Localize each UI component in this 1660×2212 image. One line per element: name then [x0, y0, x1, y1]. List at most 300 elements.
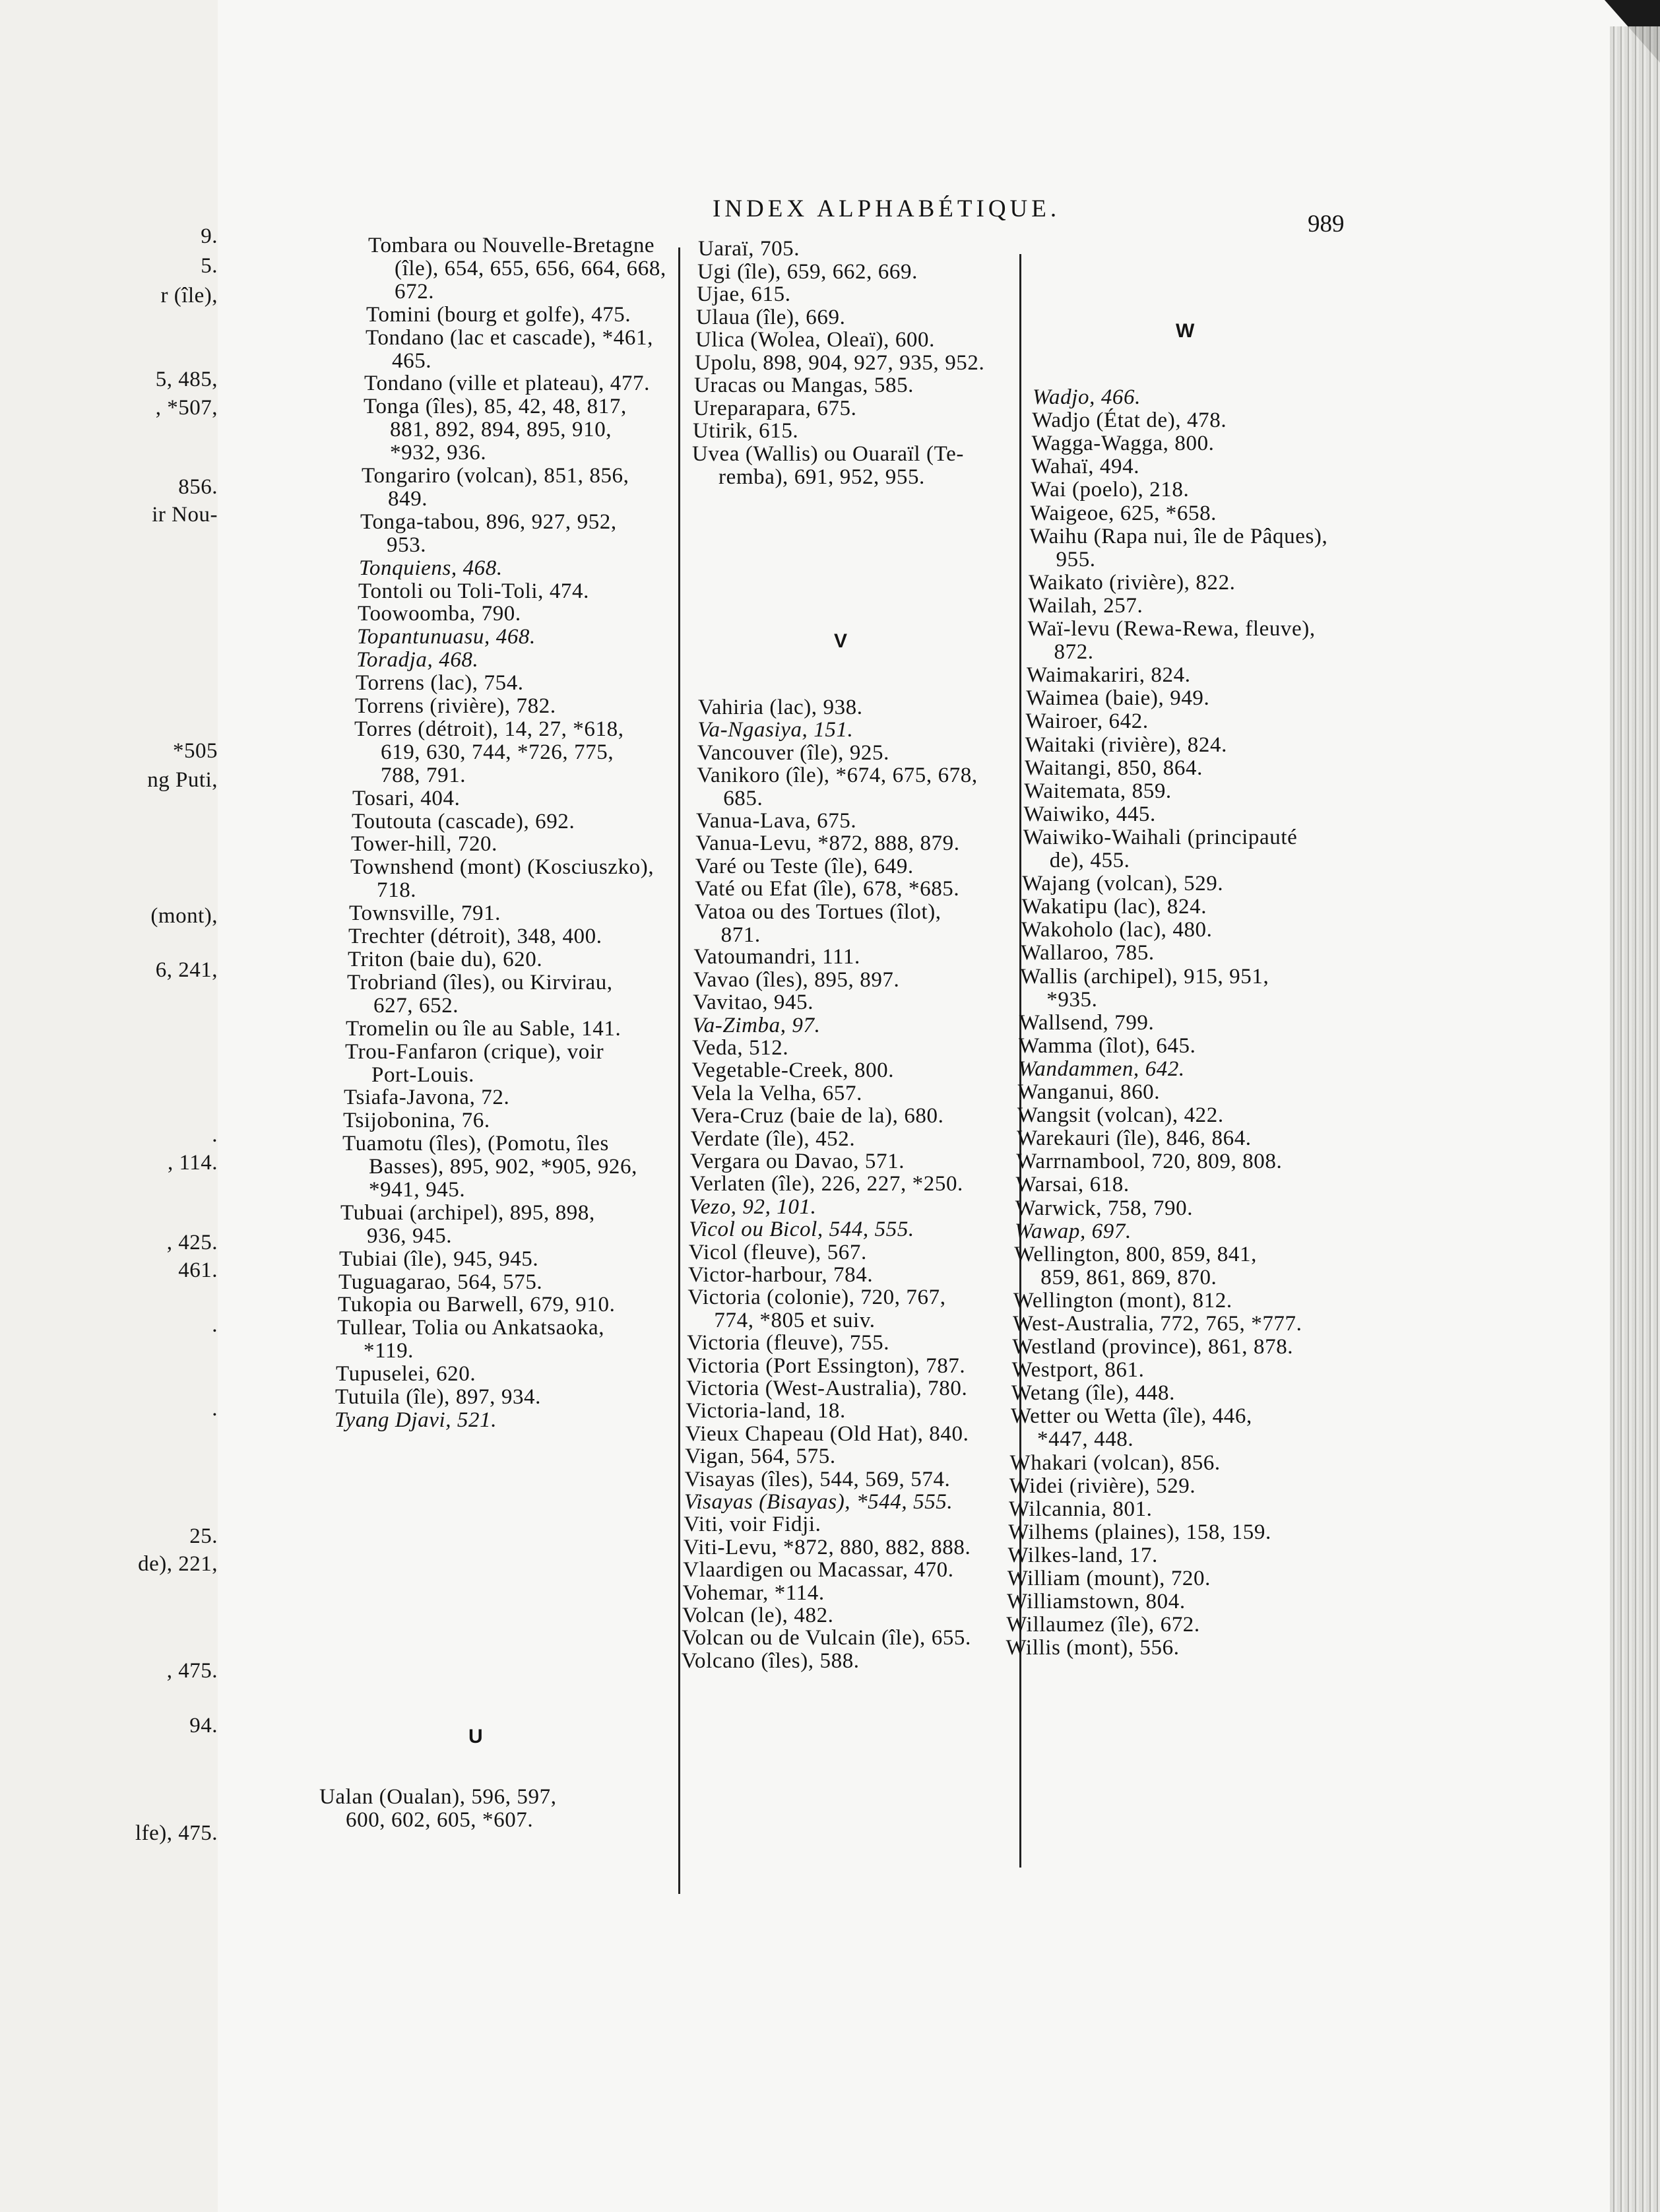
index-entry	[357, 626, 536, 649]
entry-headword-line: Tosari, 404.	[352, 786, 461, 810]
entry-headword-line: Visayas (Bisayas), *544, 555.	[684, 1490, 953, 1514]
index-entry	[1027, 664, 1191, 687]
facing-page-text: .	[212, 1123, 218, 1147]
index-entry	[364, 372, 650, 395]
entry-headword-line: Tromelin ou île au Sable, 141.	[346, 1016, 622, 1041]
entry-headword-line: Wamma (îlot), 645.	[1019, 1033, 1196, 1058]
entry-continuation-line: 600, 602, 605, *607.	[346, 1808, 534, 1832]
entry-headword-line: Waikato (rivière), 822.	[1029, 570, 1236, 595]
entry-headword-line: Waihu (Rapa nui, île de Pâques),	[1029, 524, 1328, 548]
index-entry	[1006, 1637, 1180, 1660]
entry-headword-line: Vohemar, *114.	[682, 1580, 825, 1605]
entry-headword-line: Tonquiens, 468.	[359, 556, 503, 580]
entry-headword-line: Wakatipu (lac), 824.	[1021, 895, 1207, 919]
entry-headword-line: Wilkes-land, 17.	[1007, 1544, 1158, 1567]
index-entry	[697, 719, 853, 742]
entry-headword-line: Wawap, 697.	[1015, 1219, 1132, 1243]
entry-headword-line: Townshend (mont) (Kosciuszko),	[350, 855, 654, 880]
index-entry	[1022, 872, 1223, 895]
entry-headword-line: Vera-Cruz (baie de la), 680.	[691, 1104, 944, 1128]
entry-continuation-line: de), 455.	[1049, 848, 1130, 872]
entry-headword-line: Victor-harbour, 784.	[688, 1263, 874, 1287]
entry-headword-line: Wallaroo, 785.	[1021, 941, 1155, 965]
index-entry	[1011, 1382, 1175, 1405]
entry-headword-line: Wagga-Wagga, 800.	[1031, 432, 1215, 456]
page-number: 989	[1308, 211, 1345, 238]
index-entry	[689, 1173, 963, 1196]
entry-continuation-line: 859, 861, 869, 870.	[1040, 1265, 1217, 1289]
index-entry	[1008, 1544, 1158, 1567]
entry-headword-line: Willis (mont), 556.	[1006, 1636, 1180, 1660]
entry-continuation-line: 881, 892, 894, 895, 910,	[390, 418, 612, 442]
index-entry	[693, 969, 900, 992]
facing-page-text: r (île),	[160, 284, 218, 308]
index-entry	[684, 1491, 953, 1514]
entry-headword-line: Ualan (Oualan), 596, 597,	[319, 1785, 557, 1809]
entry-headword-line: Willaumez (île), 672.	[1006, 1613, 1200, 1637]
index-entry	[682, 1650, 860, 1673]
entry-headword-line: Vavao (îles), 895, 897.	[693, 967, 900, 992]
entry-headword-line: Townsville, 791.	[349, 901, 501, 926]
index-entry	[343, 1109, 490, 1132]
entry-headword-line: Volcan (le), 482.	[682, 1604, 834, 1627]
entry-headword-line: Wetang (île), 448.	[1011, 1381, 1175, 1406]
entry-headword-line: Wailah, 257.	[1028, 593, 1143, 618]
entry-headword-line: Vaté ou Efat (île), 678, *685.	[695, 877, 960, 901]
index-entry	[689, 1196, 817, 1219]
facing-page-text: .	[212, 1313, 218, 1337]
entry-continuation-line: 872.	[1054, 640, 1094, 664]
entry-headword-line: Tubiai (île), 945, 945.	[339, 1247, 539, 1271]
index-entry	[693, 946, 860, 969]
facing-page-text: ng Puti,	[147, 768, 218, 792]
index-entry	[1026, 710, 1149, 733]
entry-headword-line: Westland (province), 861, 878.	[1012, 1335, 1294, 1359]
index-entry	[684, 1513, 821, 1536]
index-entry	[1006, 1613, 1200, 1637]
entry-headword-line: Veda, 512.	[692, 1036, 789, 1060]
entry-continuation-line: 955.	[1056, 547, 1096, 571]
index-entry	[1013, 1289, 1232, 1313]
facing-page-fragment	[0, 0, 218, 2212]
entry-headword-line: Torrens (rivière), 782.	[355, 694, 556, 718]
entry-headword-line: Volcano (îles), 588.	[681, 1648, 860, 1673]
index-entry	[351, 833, 497, 856]
entry-headword-line: Waitemata, 859.	[1024, 779, 1172, 803]
index-entry	[1023, 826, 1298, 872]
entry-headword-line: Viti-Levu, *872, 880, 882, 888.	[683, 1535, 971, 1559]
entry-headword-line: Whakari (volcan), 856.	[1009, 1450, 1221, 1475]
index-entry	[692, 443, 964, 489]
index-entry	[689, 1218, 914, 1241]
entry-headword-line: Wadjo (État de), 478.	[1032, 408, 1227, 433]
entry-continuation-line: *447, 448.	[1037, 1427, 1134, 1452]
facing-page-text: , 114.	[167, 1151, 218, 1175]
entry-headword-line: Tupuselei, 620.	[336, 1362, 476, 1386]
entry-headword-line: Tondano (lac et cascade), *461,	[366, 325, 653, 350]
entry-headword-line: Wetter ou Wetta (île), 446,	[1011, 1404, 1252, 1429]
entry-headword-line: Tubuai (archipel), 895, 898,	[340, 1200, 595, 1225]
index-entry	[1019, 1035, 1196, 1058]
index-entry	[1017, 1127, 1252, 1150]
entry-headword-line: Warwick, 758, 790.	[1015, 1196, 1194, 1220]
index-entry	[342, 1132, 637, 1202]
index-entry	[1016, 1150, 1282, 1173]
entry-headword-line: Wallsend, 799.	[1019, 1010, 1155, 1035]
entry-headword-line: Waiwiko, 445.	[1023, 802, 1156, 826]
index-entry	[1025, 734, 1227, 757]
entry-headword-line: Vanua-Levu, *872, 888, 879.	[695, 831, 960, 856]
entry-headword-line: William (mount), 720.	[1007, 1567, 1211, 1591]
index-entry	[1022, 895, 1207, 919]
index-entry	[1014, 1243, 1257, 1289]
index-entry	[338, 1271, 542, 1294]
column-rule	[678, 247, 680, 1894]
entry-headword-line: Ulica (Wolea, Oleaï), 600.	[695, 328, 935, 352]
entry-continuation-line: remba), 691, 952, 955.	[718, 465, 925, 489]
entry-headword-line: Trobriand (îles), ou Kirvirau,	[347, 970, 613, 994]
index-entry	[686, 1377, 967, 1400]
entry-headword-line: Torres (détroit), 14, 27, *618,	[354, 717, 624, 741]
index-entry	[686, 1400, 846, 1423]
entry-headword-line: Waitangi, 850, 864.	[1025, 756, 1203, 780]
entry-headword-line: Tsijobonina, 76.	[343, 1109, 490, 1133]
entry-headword-line: Victoria (Port Essington), 787.	[686, 1353, 966, 1378]
entry-headword-line: Vanikoro (île), *674, 675, 678,	[697, 764, 978, 788]
entry-headword-line: Toutouta (cascade), 692.	[352, 809, 575, 833]
index-entry	[683, 1559, 953, 1582]
entry-headword-line: Wilcannia, 801.	[1009, 1497, 1153, 1521]
entry-continuation-line: 788, 791.	[381, 763, 466, 787]
index-entry	[348, 925, 602, 948]
entry-headword-line: Vergara ou Davao, 571.	[690, 1150, 905, 1173]
index-entry	[697, 742, 889, 765]
index-entry	[685, 1468, 951, 1491]
entry-continuation-line: 718.	[377, 878, 417, 903]
index-entry	[695, 352, 984, 375]
index-entry	[356, 672, 524, 695]
index-entry	[336, 1363, 476, 1386]
index-entry	[352, 787, 460, 810]
entry-headword-line: Wakoholo (lac), 480.	[1021, 918, 1213, 942]
index-entry	[356, 649, 478, 672]
index-entry	[1021, 919, 1213, 942]
index-entry	[698, 696, 863, 719]
index-entry	[1024, 803, 1156, 826]
entry-continuation-line: 871.	[720, 923, 761, 947]
entry-headword-line: Wallis (archipel), 915, 951,	[1020, 964, 1269, 989]
index-entry	[1007, 1590, 1186, 1613]
entry-headword-line: Wadjo, 466.	[1033, 385, 1141, 409]
index-entry	[695, 832, 959, 855]
entry-headword-line: Tonga-tabou, 896, 927, 952,	[360, 509, 617, 534]
index-entry	[682, 1604, 834, 1627]
index-entry	[1024, 780, 1172, 803]
index-entry	[344, 1086, 509, 1109]
entry-headword-line: Verdate (île), 452.	[690, 1126, 856, 1151]
entry-headword-line: Waimea (baie), 949.	[1026, 686, 1210, 711]
entry-headword-line: Utirik, 615.	[693, 419, 799, 443]
index-entry	[1008, 1521, 1271, 1544]
entry-headword-line: Vicol ou Bicol, 544, 555.	[689, 1218, 914, 1242]
index-entry	[685, 1445, 836, 1468]
index-entry	[696, 306, 845, 329]
index-entry	[340, 1202, 595, 1248]
index-entry	[1031, 478, 1189, 502]
entry-headword-line: Wahaï, 494.	[1031, 455, 1140, 479]
entry-headword-line: Va-Zimba, 97.	[692, 1013, 821, 1037]
entry-headword-line: Ugi (île), 659, 662, 669.	[697, 259, 918, 284]
index-entry	[1021, 942, 1155, 965]
index-entry	[368, 234, 666, 304]
facing-page-text: .	[212, 1397, 218, 1421]
entry-headword-line: Vatoumandri, 111.	[693, 945, 860, 969]
entry-headword-line: Victoria-land, 18.	[686, 1399, 846, 1423]
index-entry	[696, 810, 856, 833]
entry-continuation-line: 627, 652.	[373, 993, 459, 1018]
index-entry	[1029, 571, 1236, 595]
index-entry	[697, 261, 918, 284]
entry-continuation-line: 465.	[392, 348, 432, 373]
entry-headword-line: Tondano (ville et plateau), 477.	[364, 372, 650, 396]
index-entry	[687, 1286, 945, 1332]
letter-heading: V	[834, 630, 848, 652]
entry-headword-line: Tsiafa-Javona, 72.	[344, 1086, 510, 1110]
entry-headword-line: Wairoer, 642.	[1025, 709, 1149, 734]
index-entry	[693, 1014, 821, 1037]
entry-headword-line: Vanua-Lava, 675.	[696, 809, 857, 833]
entry-headword-line: Uracas ou Mangas, 585.	[694, 374, 914, 397]
index-entry	[697, 283, 791, 306]
entry-headword-line: Victoria (fleuve), 755.	[687, 1331, 890, 1355]
entry-continuation-line: *941, 945.	[369, 1178, 466, 1202]
entry-headword-line: Tyang Djavi, 521.	[335, 1408, 497, 1432]
index-entry	[352, 810, 575, 833]
entry-continuation-line: 774, *805 et suiv.	[714, 1309, 876, 1333]
index-entry	[694, 374, 914, 397]
index-entry	[1018, 1058, 1185, 1081]
entry-headword-line: Warekauri (île), 846, 864.	[1017, 1126, 1252, 1151]
index-entry	[1019, 1012, 1155, 1035]
index-entry	[686, 1423, 969, 1446]
entry-continuation-line: (île), 654, 655, 656, 664, 668,	[395, 257, 666, 280]
entry-headword-line: Wanganui, 860.	[1017, 1080, 1161, 1104]
entry-headword-line: Vahiria (lac), 938.	[698, 696, 863, 719]
index-entry	[1025, 757, 1203, 780]
entry-headword-line: Topantunuasu, 468.	[357, 625, 536, 649]
entry-headword-line: Warsai, 618.	[1015, 1173, 1130, 1197]
entry-headword-line: West-Australia, 772, 765, *777.	[1013, 1312, 1302, 1336]
entry-headword-line: Torrens (lac), 754.	[356, 671, 524, 696]
entry-headword-line: Wajang (volcan), 529.	[1022, 872, 1224, 896]
index-entry	[692, 1037, 788, 1060]
index-entry	[1028, 618, 1316, 664]
index-entry	[697, 764, 978, 810]
index-entry	[690, 1150, 905, 1173]
index-entry	[1013, 1313, 1302, 1336]
entry-headword-line: Triton (baie du), 620.	[348, 947, 543, 971]
facing-page-text: (mont),	[150, 904, 218, 928]
index-entry	[687, 1355, 966, 1378]
index-entry	[338, 1293, 615, 1317]
facing-page-text: de), 221,	[138, 1552, 218, 1576]
index-entry	[350, 856, 654, 902]
index-entry	[693, 397, 856, 420]
entry-headword-line: Tongariro (volcan), 851, 856,	[362, 464, 629, 488]
entry-headword-line: Widei (rivière), 529.	[1009, 1474, 1196, 1498]
entry-headword-line: Williamstown, 804.	[1007, 1590, 1186, 1614]
facing-page-text: *505	[173, 739, 218, 763]
index-entry	[355, 695, 556, 718]
index-entry	[360, 511, 617, 557]
entry-headword-line: Waiwiko-Waihali (principauté	[1023, 825, 1298, 849]
index-entry	[358, 602, 521, 626]
entry-headword-line: Warrnambool, 720, 809, 808.	[1016, 1150, 1283, 1174]
index-entry	[1030, 502, 1217, 525]
entry-headword-line: Vieux Chapeau (Old Hat), 840.	[685, 1421, 969, 1446]
index-entry	[1020, 965, 1269, 1012]
entry-headword-line: Varé ou Teste (île), 649.	[695, 854, 914, 878]
index-entry	[1032, 432, 1215, 455]
index-entry	[682, 1627, 971, 1650]
facing-page-text: 5.	[201, 254, 218, 278]
entry-headword-line: Tukopia ou Barwell, 679, 910.	[338, 1293, 616, 1317]
entry-headword-line: Wai (poelo), 218.	[1031, 478, 1190, 502]
entry-headword-line: Wellington (mont), 812.	[1013, 1288, 1232, 1313]
index-entry	[345, 1041, 604, 1087]
facing-page-text: 461.	[178, 1258, 218, 1282]
index-entry	[683, 1582, 825, 1605]
entry-headword-line: Tontoli ou Toli-Toli, 474.	[358, 579, 589, 603]
letter-heading: W	[1176, 320, 1195, 342]
entry-headword-line: Uvea (Wallis) ou Ouaraïl (Te-	[692, 441, 964, 466]
entry-continuation-line: 685.	[723, 787, 763, 811]
entry-headword-line: Visayas (îles), 544, 569, 574.	[684, 1467, 951, 1491]
entry-continuation-line: Port-Louis.	[371, 1062, 475, 1087]
entry-headword-line: Vela la Velha, 657.	[691, 1081, 862, 1105]
entry-continuation-line: 936, 945.	[367, 1223, 453, 1248]
index-entry	[366, 304, 631, 327]
entry-headword-line: Ulaua (île), 669.	[696, 305, 846, 329]
entry-headword-line: Tuguagarao, 564, 575.	[338, 1270, 543, 1294]
index-entry	[354, 718, 624, 787]
entry-headword-line: Tomini (bourg et golfe), 475.	[366, 302, 631, 327]
index-entry	[1009, 1475, 1196, 1498]
facing-page-text: lfe), 475.	[135, 1821, 218, 1845]
entry-continuation-line: *119.	[364, 1339, 414, 1363]
facing-page-text: 25.	[189, 1524, 218, 1548]
index-entry	[346, 1018, 621, 1041]
entry-headword-line: Trou-Fanfaron (crique), voir	[345, 1039, 604, 1064]
index-entry	[1012, 1336, 1293, 1359]
entry-headword-line: Viti, voir Fidji.	[684, 1513, 821, 1537]
entry-continuation-line: Basses), 895, 902, *905, 926,	[369, 1155, 637, 1179]
index-entry	[1026, 687, 1209, 710]
entry-headword-line: Victoria (West-Australia), 780.	[686, 1377, 968, 1400]
index-entry	[1011, 1405, 1252, 1451]
entry-headword-line: Wellington, 800, 859, 841,	[1014, 1242, 1257, 1266]
index-entry	[347, 971, 613, 1018]
entry-headword-line: Tombara ou Nouvelle-Bretagne	[368, 234, 655, 257]
entry-headword-line: Wilhems (plaines), 158, 159.	[1008, 1520, 1271, 1544]
index-entry	[1015, 1197, 1193, 1220]
entry-headword-line: Tonga (îles), 85, 42, 48, 817,	[364, 395, 627, 419]
entry-headword-line: Verlaten (île), 226, 227, *250.	[689, 1172, 963, 1196]
index-entry	[689, 1241, 867, 1264]
index-entry	[1012, 1359, 1145, 1382]
facing-page-text: 6, 241,	[155, 958, 218, 982]
facing-page-text: , 425.	[166, 1231, 218, 1254]
index-entry	[1017, 1104, 1224, 1127]
entry-headword-line: Waigeoe, 625, *658.	[1030, 501, 1217, 525]
entry-headword-line: Va-Ngasiya, 151.	[697, 718, 854, 742]
entry-headword-line: Vavitao, 945.	[693, 991, 814, 1015]
page-edges	[1610, 26, 1660, 2212]
index-entry	[358, 580, 589, 603]
index-entry	[335, 1386, 541, 1409]
index-entry	[695, 901, 942, 947]
index-entry	[691, 1059, 894, 1082]
entry-headword-line: Vegetable-Creek, 800.	[691, 1058, 895, 1083]
index-entry	[695, 329, 935, 352]
entry-headword-line: Tullear, Tolia ou Ankatsaoka,	[337, 1316, 605, 1340]
index-entry	[1033, 386, 1141, 409]
entry-continuation-line: 953.	[387, 533, 427, 557]
index-entry	[695, 878, 959, 901]
entry-headword-line: Vatoa ou des Tortues (îlot),	[694, 899, 942, 924]
index-entry	[687, 1332, 889, 1355]
index-entry	[359, 557, 503, 580]
entry-headword-line: Vlaardigen ou Macassar, 470.	[683, 1558, 954, 1582]
entry-continuation-line: *935.	[1046, 987, 1098, 1012]
index-entry	[366, 327, 653, 373]
facing-page-text: ir Nou-	[152, 503, 218, 527]
entry-headword-line: Waï-levu (Rewa-Rewa, fleuve),	[1027, 617, 1316, 641]
facing-page-text: 9.	[201, 224, 218, 248]
entry-headword-line: Wandammen, 642.	[1018, 1057, 1185, 1081]
index-entry	[695, 855, 914, 878]
entry-headword-line: Volcan ou de Vulcain (île), 655.	[682, 1626, 971, 1650]
index-entry	[691, 1082, 862, 1105]
index-entry	[1009, 1498, 1153, 1521]
index-entry	[1007, 1567, 1211, 1590]
index-entry	[337, 1317, 604, 1363]
entry-continuation-line: *932, 936.	[390, 441, 487, 465]
entry-headword-line: Toradja, 468.	[356, 648, 479, 672]
index-entry	[339, 1248, 538, 1271]
index-entry	[1032, 409, 1227, 432]
index-entry	[1030, 525, 1328, 571]
index-entry	[691, 1128, 856, 1151]
index-entry	[1016, 1173, 1130, 1196]
letter-heading: U	[468, 1726, 483, 1747]
index-entry	[691, 1105, 943, 1128]
index-entry	[688, 1264, 873, 1287]
entry-headword-line: Tower-hill, 720.	[351, 832, 498, 857]
index-entry	[693, 420, 798, 443]
entry-headword-line: Waitaki (rivière), 824.	[1025, 732, 1227, 757]
entry-headword-line: Toowoomba, 790.	[358, 602, 521, 626]
entry-headword-line: Vezo, 92, 101.	[689, 1194, 817, 1219]
index-entry	[362, 465, 629, 511]
entry-headword-line: Victoria (colonie), 720, 767,	[687, 1285, 946, 1310]
entry-continuation-line: 619, 630, 744, *726, 775,	[381, 740, 614, 764]
index-entry	[364, 395, 627, 465]
index-entry	[349, 902, 501, 925]
facing-page-text: , 475.	[166, 1659, 218, 1683]
entry-headword-line: Wangsit (volcan), 422.	[1017, 1103, 1224, 1128]
running-title: INDEX ALPHABÉTIQUE.	[713, 195, 1061, 222]
